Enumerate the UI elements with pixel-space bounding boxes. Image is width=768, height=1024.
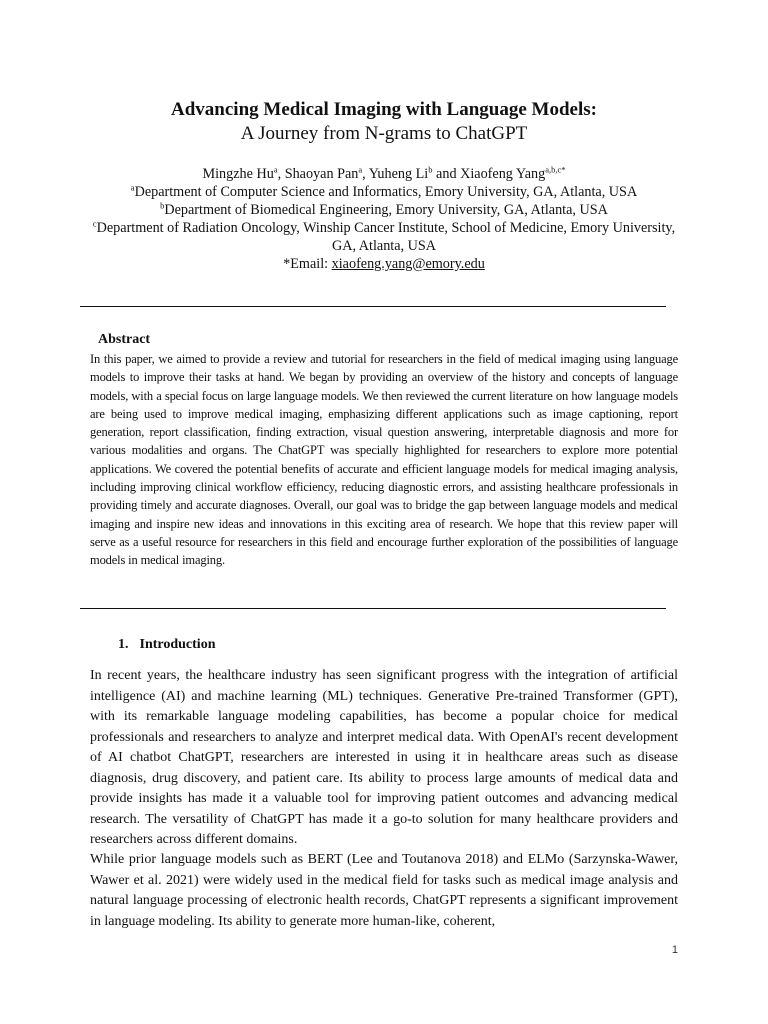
email-line <box>90 255 678 273</box>
abstract-text: In this paper, we aimed to provide a review and tutorial for researchers in the field of medical imaging using language models to improve their tasks at hand. We began by providing an overview of the history and concepts of language models, with a special focus on large language models. We then reviewed the current literature on how language models are being used to improve medical imaging, emphasizing different applications such as image captioning, report generation, report classification, finding extraction, visual question answering, interpretable diagnosis and more for various modalities and organs. The ChatGPT was specially highlighted for researchers to explore more potential applications. We covered the potential benefits of accurate and efficient language models for medical imaging analysis, including improving clinical workflow efficiency, reducing diagnostic errors, and assisting healthcare professionals in providing timely and accurate diagnoses. Overall, our goal was to bridge the gap between language models and medical imaging and inspire new ideas and innovations in this exciting area of research. We hope that this review paper will serve as a useful resource for researchers in this field and encourage further exploration of the possibilities of language models in medical imaging. <box>90 352 678 568</box>
author-affiliation-mark: a <box>358 164 363 175</box>
affiliation-text: Department of Computer Science and Informatics, Emory University, GA, Atlanta, USA <box>134 184 638 200</box>
author-separator: , <box>362 166 369 182</box>
top-divider <box>80 306 666 307</box>
author-list <box>90 165 678 183</box>
author-separator: and <box>432 166 461 182</box>
email-link[interactable]: xiaofeng.yang@emory.edu <box>331 256 485 272</box>
paper-subtitle: A Journey from N-grams to ChatGPT <box>240 123 528 144</box>
author-separator: , <box>277 166 285 182</box>
affiliation-mark: b <box>160 200 165 211</box>
bottom-divider <box>80 608 666 609</box>
paper-title: Advancing Medical Imaging with Language Models: <box>171 99 597 120</box>
author-affiliation-mark: a <box>273 164 278 175</box>
author-name: Shaoyan Pan <box>284 166 359 182</box>
author-name: Xiaofeng Yang <box>460 166 546 182</box>
section-title: Introduction <box>139 637 216 652</box>
abstract-heading: Abstract <box>98 332 151 347</box>
affiliation-b <box>90 201 678 219</box>
page-number: 1 <box>671 944 678 956</box>
intro-paragraph-2: While prior language models such as BERT (Lee and Toutanova 2018) and ELMo (Sarzynska-Wawer, Wawer et al. 2021) were widely used in the medical field for tasks such as medical image analysis and natural language processing of electronic health records, ChatGPT represents a significant improvement in language modeling. Its ability to generate more human-like, coherent, <box>90 852 678 929</box>
section-heading-introduction <box>118 636 215 654</box>
intro-paragraph-1: In recent years, the healthcare industry has seen significant progress with the integration of artificial intelligence (AI) and machine learning (ML) techniques. Generative Pre-trained Transformer (GPT), with its remarkable language modeling capabilities, has become a popular choice for medical professionals and researchers to analyze and interpret medical data. With OpenAI's recent development of AI chatbot ChatGPT, researchers are interested in using it in healthcare areas such as disease diagnosis, drug discovery, and patient care. Its ability to process large amounts of medical data and provide insights has made it a valuable tool for improving patient outcomes and advancing medical research. The versatility of ChatGPT has made it a go-to solution for many healthcare providers and researchers across different domains. <box>90 668 678 847</box>
affiliation-text: Department of Biomedical Engineering, Emory University, GA, Atlanta, USA <box>164 202 608 218</box>
author-affiliation-mark: b <box>428 164 433 175</box>
affiliation-c <box>90 219 678 255</box>
section-number: 1. <box>118 637 129 652</box>
affiliation-mark: a <box>130 182 135 193</box>
affiliation-mark: c <box>92 218 97 229</box>
author-name: Mingzhe Hu <box>202 166 274 182</box>
affiliation-text: Department of Radiation Oncology, Winship Cancer Institute, School of Medicine, Emory University, GA, Atlanta, USA <box>96 220 676 254</box>
email-label: *Email: <box>283 256 332 272</box>
affiliation-a <box>90 183 678 201</box>
author-name: Yuheng Li <box>368 166 429 182</box>
author-block <box>90 165 678 273</box>
author-affiliation-mark: a,b,c* <box>545 164 566 175</box>
